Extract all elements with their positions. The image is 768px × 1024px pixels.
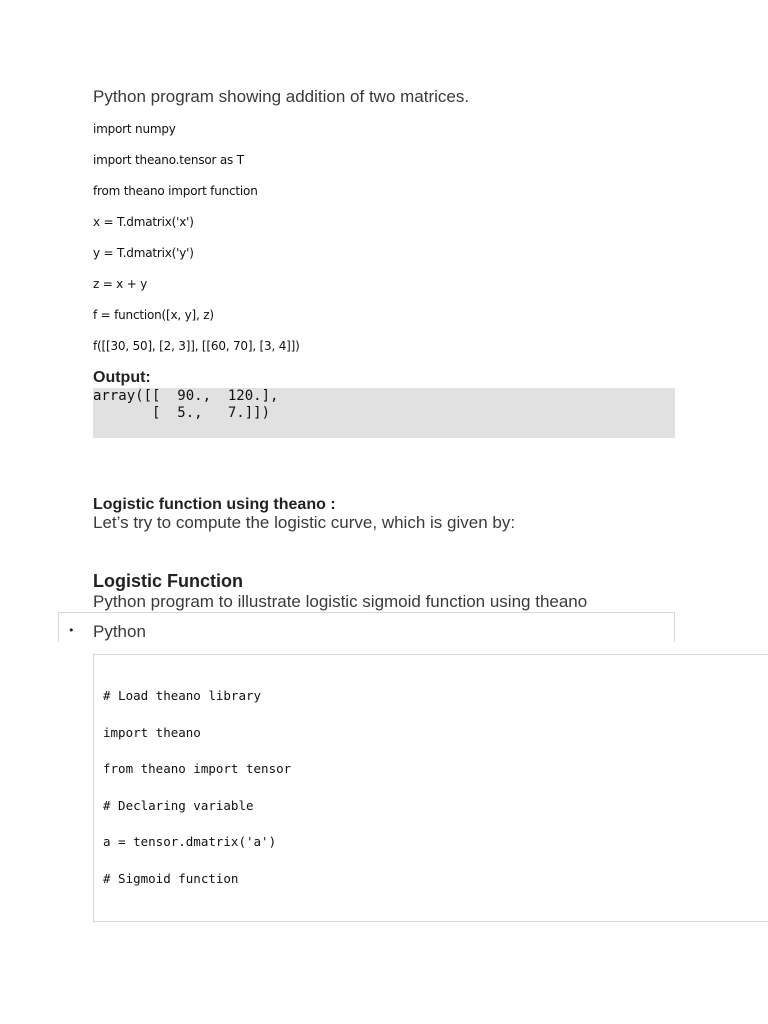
code-line: y = T.dmatrix('y') [93, 246, 194, 260]
logistic-paragraph: Let’s try to compute the logistic curve, which is given by: [93, 513, 516, 532]
logistic-heading: Logistic function using theano : [93, 496, 336, 513]
code-block-line: # Load theano library [103, 688, 262, 703]
code-block-line: import theano [103, 724, 201, 740]
code-line: f([[30, 50], [2, 3]], [[60, 70], [3, 4]]) [93, 339, 300, 353]
output-box [93, 388, 675, 438]
code-block-line: from theano import tensor [103, 761, 292, 777]
code-line: f = function([x, y], z) [93, 308, 214, 322]
code-line: import theano.tensor as T [93, 153, 244, 167]
code-line: import numpy [93, 122, 176, 136]
code-line: x = T.dmatrix('x') [93, 215, 194, 229]
tab-bullet-icon: • [68, 624, 75, 637]
code-block-line: # Sigmoid function [103, 870, 239, 886]
logistic-function-paragraph: Python program to illustrate logistic sigmoid function using theano [93, 592, 588, 611]
logistic-function-heading: Logistic Function [93, 571, 243, 591]
code-block-lines [103, 688, 291, 908]
code-line: z = x + y [93, 277, 148, 291]
intro-paragraph: Python program showing addition of two matrices. [93, 87, 470, 106]
output-heading: Output: [93, 369, 151, 386]
tab-python[interactable]: Python [93, 622, 146, 641]
output-line: [ 5., 7.]]) [93, 405, 271, 421]
output-line: array([[ 90., 120.], [93, 388, 279, 404]
code-lines-list [93, 122, 300, 370]
code-tab-frame [58, 612, 675, 642]
code-block [93, 654, 768, 922]
code-line: from theano import function [93, 184, 258, 198]
code-block-line: a = tensor.dmatrix('a') [103, 834, 277, 850]
code-block-line: # Declaring variable [103, 797, 254, 813]
